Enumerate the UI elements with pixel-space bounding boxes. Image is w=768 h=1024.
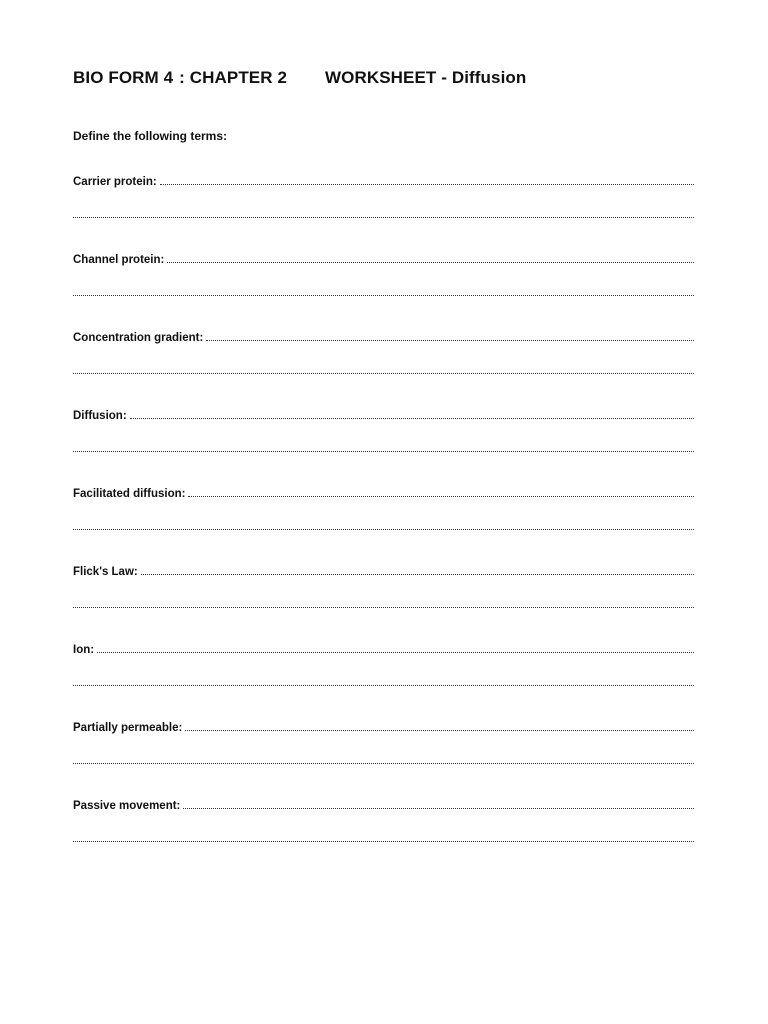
chapter-label: : CHAPTER 2 bbox=[179, 68, 288, 87]
answer-line[interactable] bbox=[188, 484, 694, 497]
terms-list bbox=[73, 172, 694, 874]
answer-line[interactable] bbox=[73, 829, 694, 842]
worksheet-name: WORKSHEET - Diffusion bbox=[325, 68, 527, 87]
term-passive-movement bbox=[73, 796, 694, 874]
answer-line[interactable] bbox=[73, 517, 694, 530]
answer-line[interactable] bbox=[160, 172, 694, 185]
term-label: Carrier protein: bbox=[73, 176, 157, 188]
instructions: Define the following terms: bbox=[73, 129, 228, 143]
answer-line[interactable] bbox=[73, 205, 694, 218]
worksheet-title bbox=[73, 68, 526, 88]
answer-line[interactable] bbox=[130, 406, 694, 419]
term-carrier-protein bbox=[73, 172, 694, 250]
term-label: Concentration gradient: bbox=[73, 332, 204, 344]
answer-line[interactable] bbox=[73, 361, 694, 374]
term-label: Diffusion: bbox=[73, 410, 127, 422]
term-concentration-gradient bbox=[73, 328, 694, 406]
answer-line[interactable] bbox=[97, 640, 694, 653]
term-label: Flick's Law: bbox=[73, 566, 138, 578]
term-channel-protein bbox=[73, 250, 694, 328]
answer-line[interactable] bbox=[73, 673, 694, 686]
answer-line[interactable] bbox=[141, 562, 694, 575]
answer-line[interactable] bbox=[73, 439, 694, 452]
subject-label: BIO FORM 4 bbox=[73, 68, 174, 87]
term-label: Passive movement: bbox=[73, 800, 181, 812]
term-diffusion bbox=[73, 406, 694, 484]
answer-line[interactable] bbox=[73, 751, 694, 764]
term-label: Partially permeable: bbox=[73, 722, 183, 734]
answer-line[interactable] bbox=[73, 595, 694, 608]
term-label: Channel protein: bbox=[73, 254, 165, 266]
answer-line[interactable] bbox=[183, 796, 694, 809]
answer-line[interactable] bbox=[185, 718, 694, 731]
term-label: Facilitated diffusion: bbox=[73, 488, 186, 500]
term-partially-permeable bbox=[73, 718, 694, 796]
answer-line[interactable] bbox=[73, 283, 694, 296]
answer-line[interactable] bbox=[206, 328, 694, 341]
term-flicks-law bbox=[73, 562, 694, 640]
term-ion bbox=[73, 640, 694, 718]
answer-line[interactable] bbox=[167, 250, 694, 263]
term-facilitated-diffusion bbox=[73, 484, 694, 562]
term-label: Ion: bbox=[73, 644, 95, 656]
